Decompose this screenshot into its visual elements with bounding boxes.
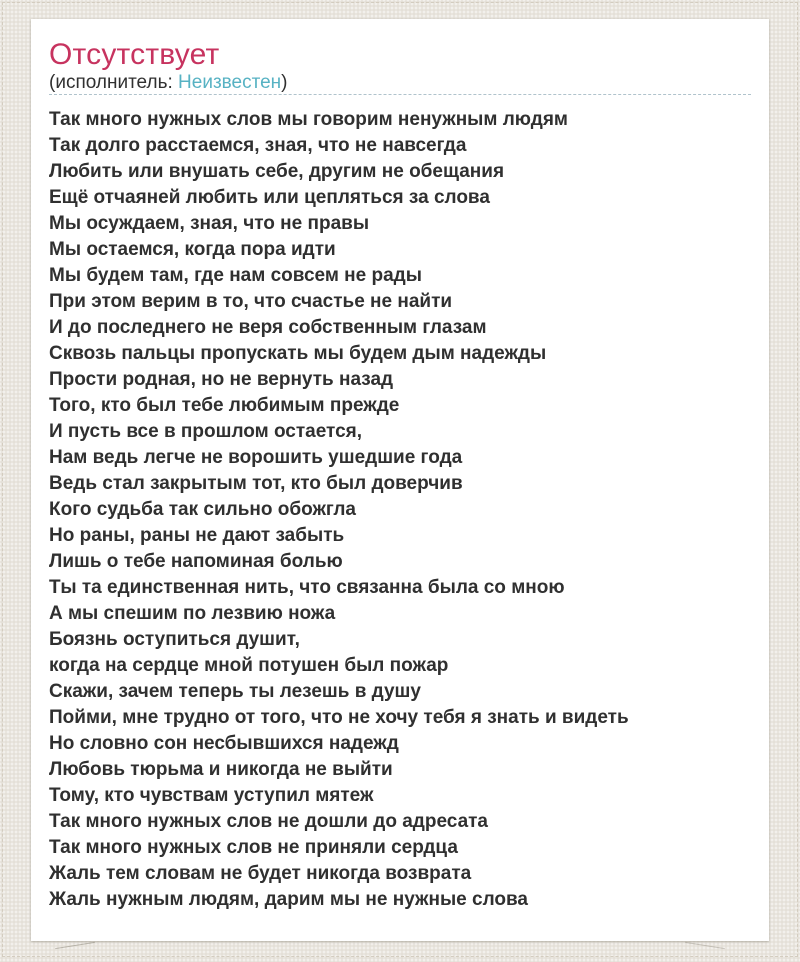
lyric-line: Того, кто был тебе любимым прежде [49,395,400,416]
lyric-line: Любить или внушать себе, другим не обещания [49,161,505,182]
lyric-line: При этом верим в то, что счастье не найти [49,291,453,312]
lyric-line: Ещё отчаяней любить или цепляться за слова [49,187,490,208]
lyric-line: Но раны, раны не дают забыть [49,525,345,546]
lyric-line: Сквозь пальцы пропускать мы будем дым надежды [49,343,547,364]
lyric-line: Мы остаемся, когда пора идти [49,239,336,260]
page-frame [2,2,798,957]
lyric-line: Мы будем там, где нам совсем не рады [49,265,422,286]
lyric-line: Любовь тюрьма и никогда не выйти [49,759,393,780]
lyric-line: Ведь стал закрытым тот, кто был доверчив [49,473,463,494]
lyrics-text [49,107,751,913]
lyric-line: Так много нужных слов не приняли сердца [49,837,458,858]
lyric-line: когда на сердце мной потушен был пожар [49,655,449,676]
lyric-line: Так много нужных слов мы говорим ненужным людям [49,109,568,130]
lyric-line: Но словно сон несбывшихся надежд [49,733,399,754]
artist-suffix: ) [281,72,288,93]
lyric-line: Скажи, зачем теперь ты лезешь в душу [49,681,421,702]
lyric-line: Тому, кто чувствам уступил мятеж [49,785,374,806]
song-title: Отсутствует [49,38,220,71]
lyric-line: Ты та единственная нить, что связанна была со мною [49,577,565,598]
lyric-line: Прости родная, но не вернуть назад [49,369,394,390]
artist-line [49,73,751,93]
lyric-line: И до последнего не веря собственным глазам [49,317,487,338]
lyric-line: Кого судьба так сильно обожгла [49,499,356,520]
lyric-line: Жаль тем словам не будет никогда возврата [49,863,472,884]
song-header [49,39,751,95]
artist-label: (исполнитель: [49,72,179,93]
lyrics-sheet [31,19,769,941]
lyric-line: А мы спешим по лезвию ножа [49,603,336,624]
lyric-line: Так долго расстаемся, зная, что не навсегда [49,135,467,156]
lyric-line: Нам ведь легче не ворошить ушедшие года [49,447,463,468]
artist-link[interactable]: Неизвестен [178,72,282,93]
lyric-line: Так много нужных слов не дошли до адресата [49,811,489,832]
lyric-line: Пойми, мне трудно от того, что не хочу тебя я знать и видеть [49,707,629,728]
lyric-line: Боязнь оступиться душит, [49,629,300,650]
lyric-line: Жаль нужным людям, дарим мы не нужные слова [49,889,528,910]
lyric-line: Лишь о тебе напоминая болью [49,551,343,572]
lyric-line: Мы осуждаем, зная, что не правы [49,213,370,234]
lyric-line: И пусть все в прошлом остается, [49,421,363,442]
